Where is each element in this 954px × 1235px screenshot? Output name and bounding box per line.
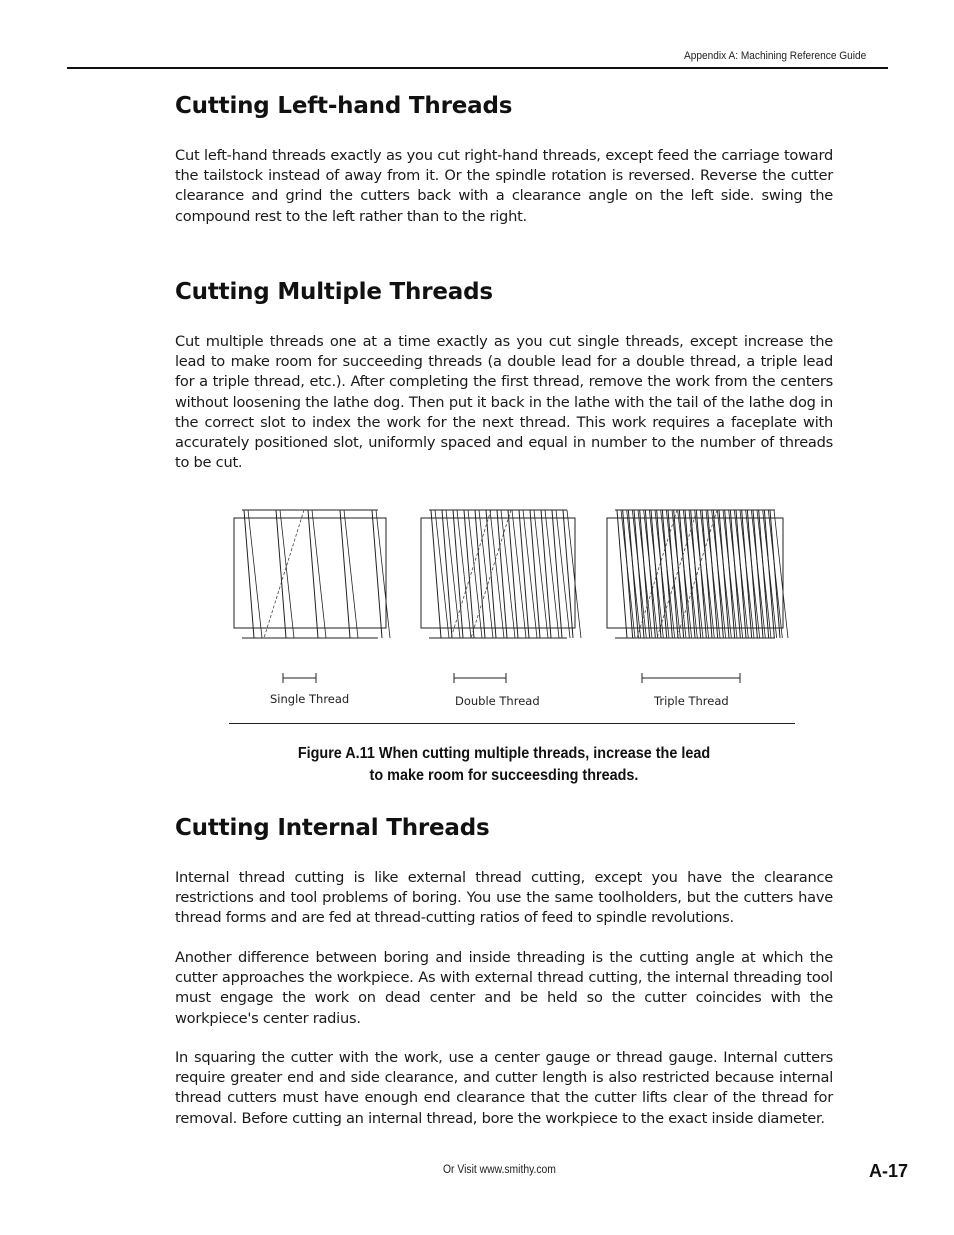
single-thread-flank-inner <box>376 510 390 638</box>
paragraph-internal-1: Internal thread cutting is like external thread cutting, except you have the clearance restrictions and tool problems of boring. You use the same toolholders, but the cutters have thread forms and are fed at thread-cutting ratios of feed to spindle revolutions. <box>175 869 833 927</box>
triple-thread-flank <box>696 510 706 638</box>
thread-figure <box>226 496 796 726</box>
figure-rule <box>229 723 795 724</box>
section-title-internal-threads: Cutting Internal Threads <box>175 815 490 841</box>
triple-thread-flank <box>668 510 678 638</box>
triple-thread-flank <box>730 510 740 638</box>
triple-thread-flank <box>651 510 661 638</box>
figure-caption-line1: Figure A.11 When cutting multiple threads, increase the lead <box>297 745 711 762</box>
triple-thread-flank <box>702 510 712 638</box>
single-thread-flank <box>276 510 286 638</box>
triple-thread-flank <box>623 510 633 638</box>
double-thread-hidden <box>451 510 491 638</box>
triple-thread-flank <box>742 510 752 638</box>
running-head: Appendix A: Machining Reference Guide <box>684 50 867 62</box>
header-rule <box>67 67 888 69</box>
triple-thread-flank <box>725 510 735 638</box>
single-thread-flank <box>308 510 318 638</box>
single-thread-flank-inner <box>280 510 294 638</box>
triple-thread-flank <box>713 510 723 638</box>
triple-thread-flank <box>679 510 689 638</box>
label-triple-thread: Triple Thread <box>654 694 729 708</box>
triple-thread-flank <box>640 510 650 638</box>
triple-thread-flank <box>657 510 667 638</box>
triple-thread-flank <box>691 510 701 638</box>
double-thread-flank <box>431 510 441 638</box>
triple-thread-flank <box>759 510 769 638</box>
double-thread-flank-inner <box>567 510 581 638</box>
triple-thread-flank <box>628 510 638 638</box>
page-number: A-17 <box>869 1161 909 1181</box>
triple-thread-flank <box>753 510 763 638</box>
single-thread-flank <box>244 510 254 638</box>
single-thread-flank-inner <box>344 510 358 638</box>
triple-thread-flank <box>617 510 627 638</box>
paragraph-left-hand-threads: Cut left-hand threads exactly as you cut right-hand threads, except feed the carriage toward the tailstock instead of away from it. Or the spindle rotation is reversed. Reverse the cutter clearance and grind the cutters back with a clearance angle on the left side. swing the compound rest to the left rather than to the right. <box>175 147 833 225</box>
paragraph-internal-2: Another difference between boring and inside threading is the cutting angle at which the cutter approaches the workpiece. As with external thread cutting, the internal threading tool must engage the work on dead center and be held so the cutter coincides with the workpiece's center radius. <box>175 949 833 1027</box>
triple-thread-flank <box>764 510 774 638</box>
triple-thread-flank <box>747 510 757 638</box>
triple-thread-flank <box>645 510 655 638</box>
triple-thread-flank <box>770 510 780 638</box>
triple-thread-flank <box>736 510 746 638</box>
triple-thread-flank-inner <box>774 510 788 638</box>
paragraph-multiple-threads: Cut multiple threads one at a time exactly as you cut single threads, except increase the lead to make room for succeeding threads (a double lead for a double thread, a triple lead for a triple thread, etc.). After completing the first thread, remove the work from the centers without loosening the lathe dog. Then put it back in the lathe with the tail of the lathe dog in the correct slot to index the work for the next thread. This work requires a faceplate with accurately positioned slot, uniformly spaced and equal in number to the number of threads to be cut. <box>175 333 833 472</box>
single-thread-flank-inner <box>312 510 326 638</box>
triple-thread-flank <box>674 510 684 638</box>
triple-thread-flank <box>634 510 644 638</box>
single-thread-flank-inner <box>248 510 262 638</box>
triple-thread-flank <box>708 510 718 638</box>
triple-thread-flank <box>685 510 695 638</box>
single-thread-flank <box>340 510 350 638</box>
figure-caption-line2: to make room for succeesding threads. <box>369 767 639 784</box>
single-thread-flank <box>372 510 382 638</box>
label-double-thread: Double Thread <box>455 694 540 708</box>
label-single-thread: Single Thread <box>270 692 350 706</box>
paragraph-internal-3: In squaring the cutter with the work, use a center gauge or thread gauge. Internal cutters require greater end and side clearance, and cutter length is also restricted because internal thread cutters must have enough end clearance that the cutter lifts clear of the thread for removal. Before cutting an internal thread, bore the workpiece to the exact inside diameter. <box>175 1049 833 1127</box>
section-title-multiple-threads: Cutting Multiple Threads <box>175 279 493 305</box>
triple-thread-flank <box>719 510 729 638</box>
footer-url: Or Visit www.smithy.com <box>443 1164 556 1176</box>
section-title-left-hand-threads: Cutting Left-hand Threads <box>175 93 513 119</box>
